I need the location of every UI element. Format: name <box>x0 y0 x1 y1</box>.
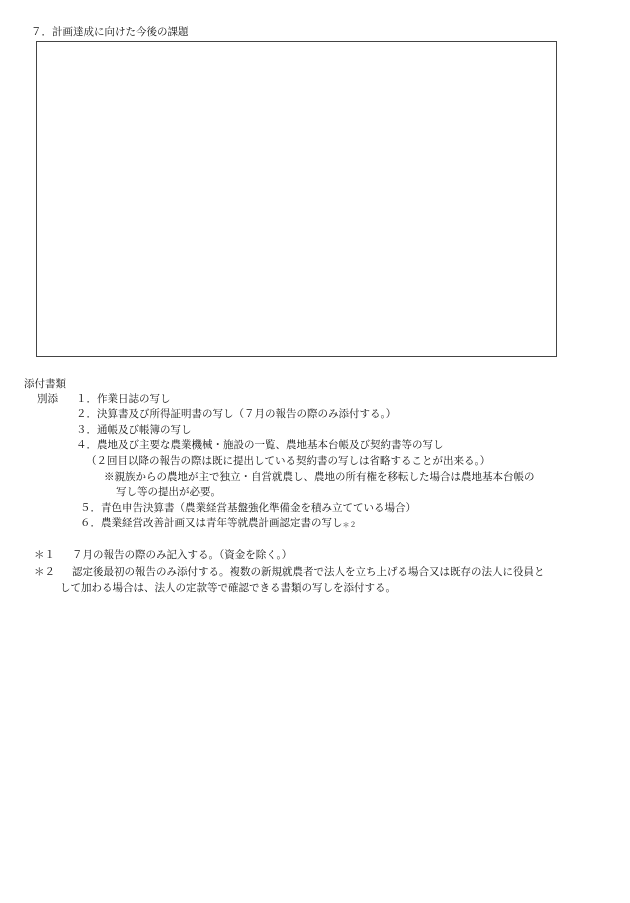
attachment-item-6 <box>80 517 357 530</box>
attachment-item-4: ４．農地及び主要な農業機械・施設の一覧、農地基本台帳及び契約書等の写し <box>76 439 444 451</box>
note-2-line1: 認定後最初の報告のみ添付する。複数の新規就農者で法人を立ち上げる場合又は既存の法人に役員と <box>72 566 545 578</box>
attachment-item-4-remark-line1: ※親族からの農地が主で独立・自営就農し、農地の所有権を移転した場合は農地基本台帳の <box>104 471 535 483</box>
section-heading: ７．計画達成に向けた今後の課題 <box>31 26 189 38</box>
note-1-line1: ７月の報告の際のみ記入する。（資金を除く。） <box>72 549 293 561</box>
attachment-item-6-subscript: ＊２ <box>342 521 357 529</box>
future-tasks-box[interactable] <box>36 41 557 357</box>
attachment-item-4-remark-line2: 写し等の提出が必要。 <box>116 486 221 498</box>
attachment-item-4-note: （２回目以降の報告の際は既に提出している契約書の写しは省略することが出来る。） <box>86 455 491 467</box>
attachment-item-1: １．作業日誌の写し <box>76 393 171 405</box>
attachment-item-3: ３．通帳及び帳簿の写し <box>76 424 192 436</box>
bessou-label: 別添 <box>37 393 58 405</box>
attachment-item-5: ５．青色申告決算書（農業経営基盤強化準備金を積み立てている場合） <box>80 502 416 514</box>
attachment-item-6-text: ６．農業経営改善計画又は青年等就農計画認定書の写し <box>80 517 343 529</box>
note-1-mark: ＊１ <box>34 549 55 561</box>
attachments-heading: 添付書類 <box>24 378 66 390</box>
attachment-item-2: ２．決算書及び所得証明書の写し（７月の報告の際のみ添付する。） <box>76 408 397 420</box>
note-2-line2: して加わる場合は、法人の定款等で確認できる書類の写しを添付する。 <box>60 582 396 594</box>
note-2-mark: ＊２ <box>34 566 55 578</box>
